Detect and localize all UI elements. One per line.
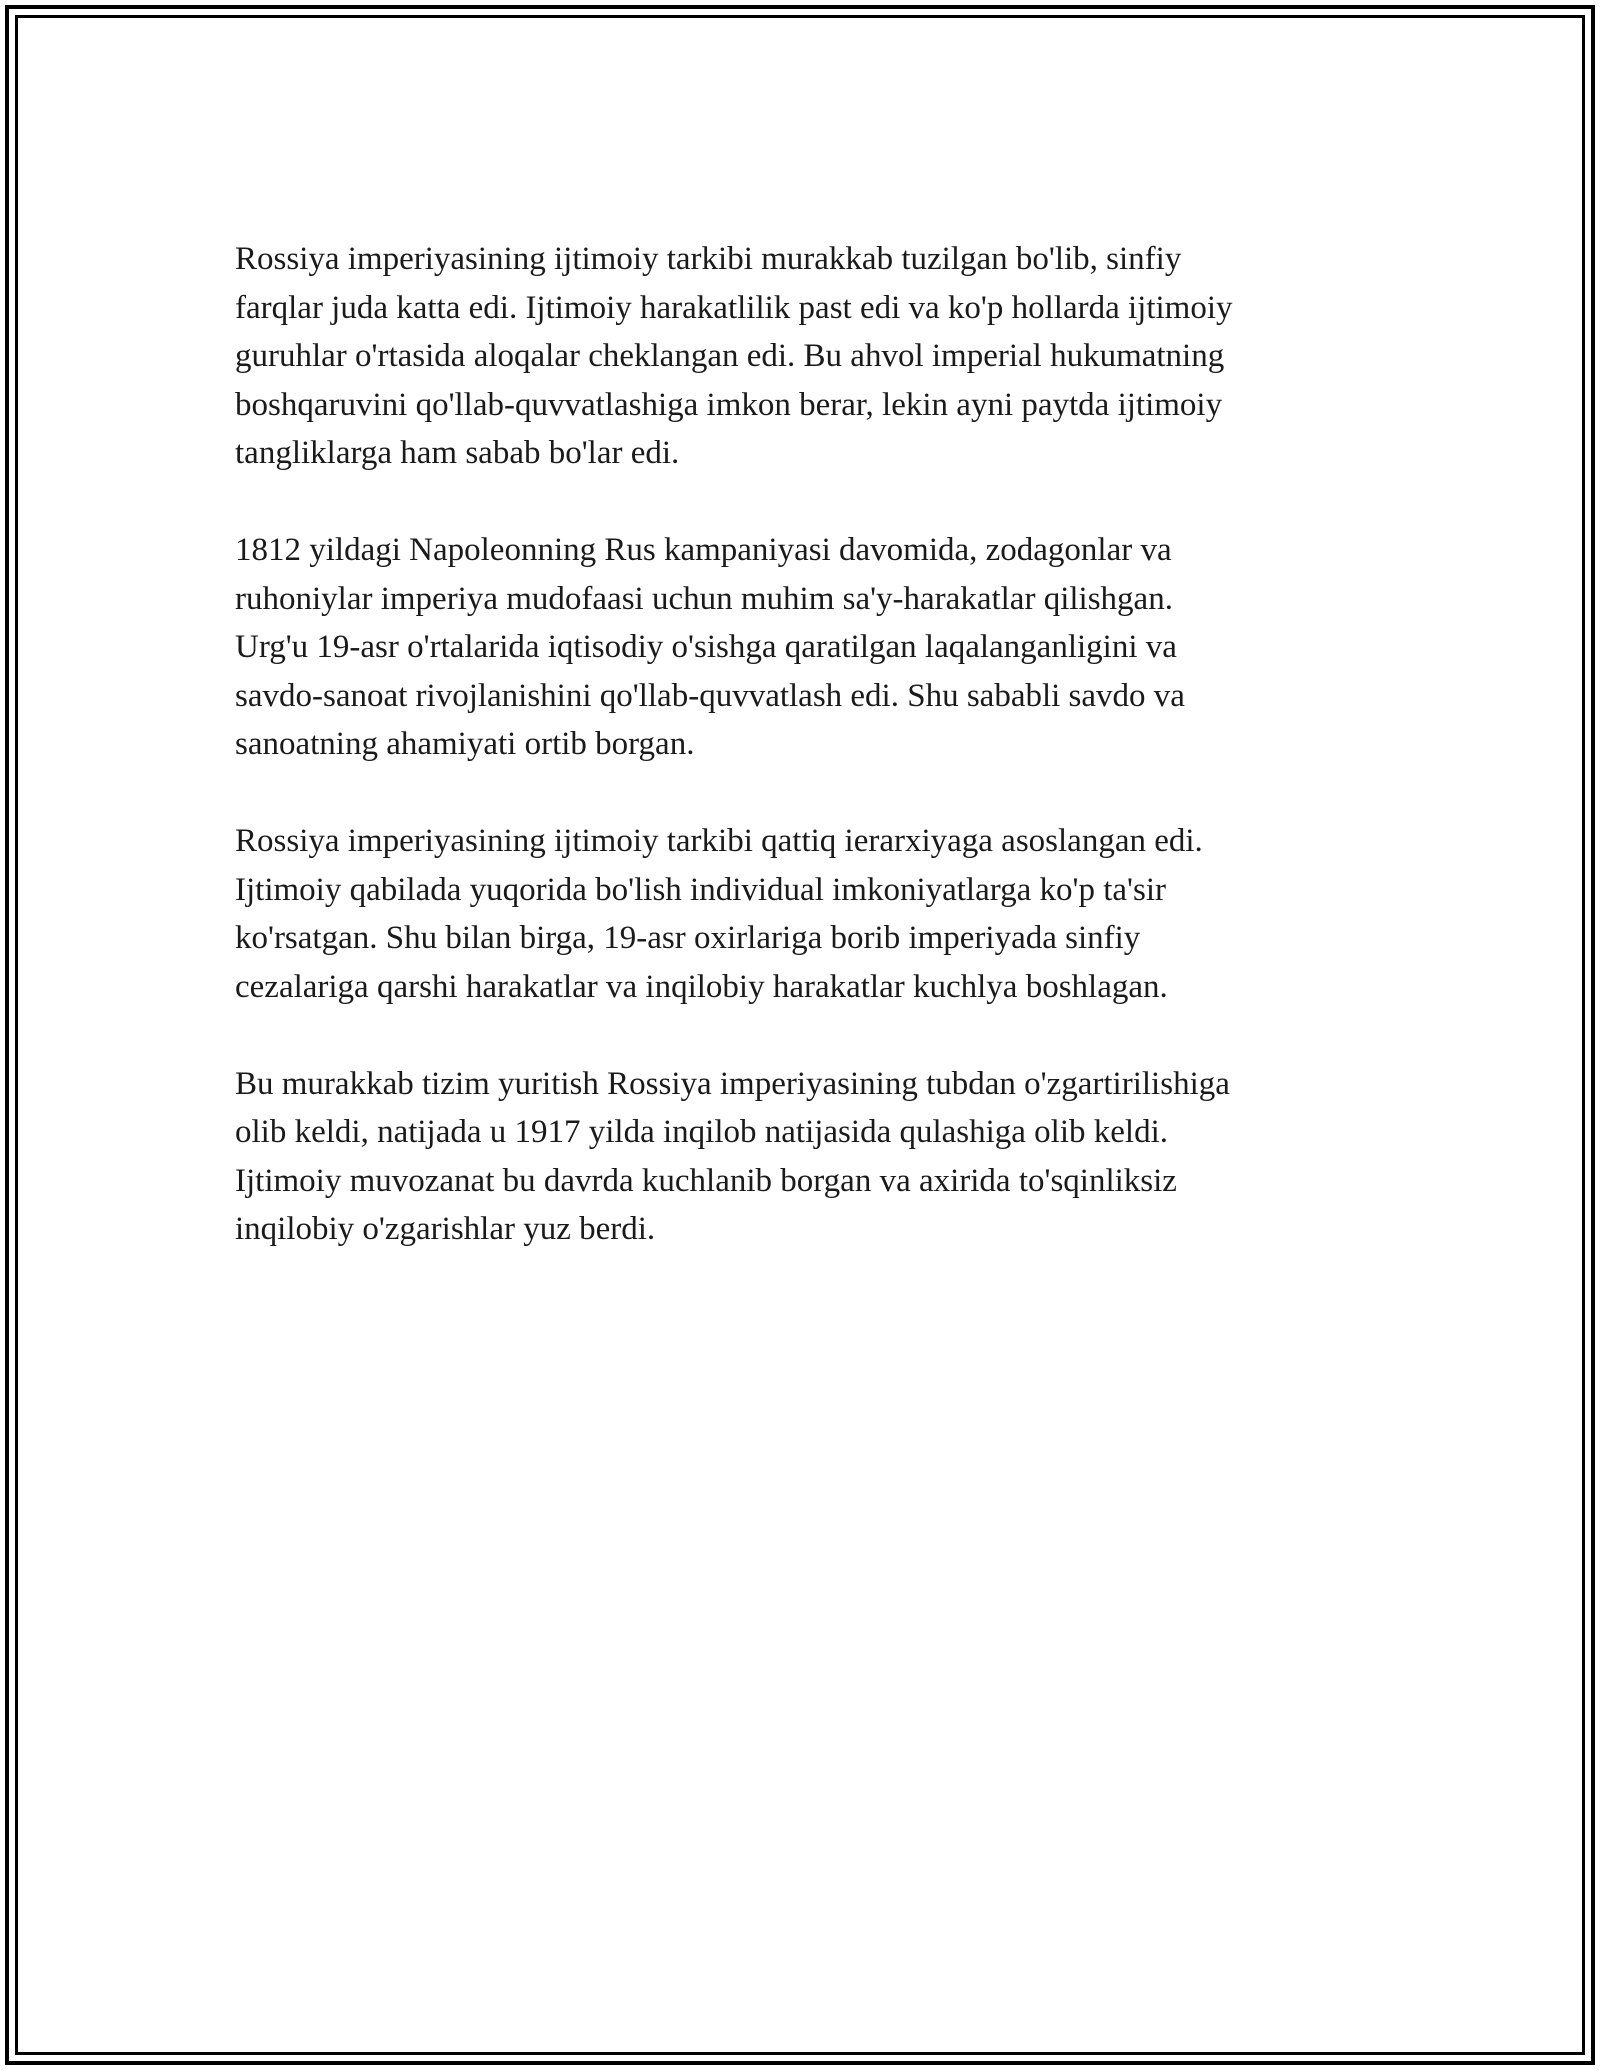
text-line: olib keldi, natijada u 1917 yilda inqilob natijasida qulashiga olib keldi. [235,1114,1169,1150]
paragraph-3 [235,817,1375,1011]
text-line: cezalariga qarshi harakatlar va inqilobiy harakatlar kuchlya boshlagan. [235,968,1168,1005]
text-line: Rossiya imperiyasining ijtimoiy tarkibi qattiq ierarxiyaga asoslangan edi. [235,823,1203,859]
text-line: Bu murakkab tizim yuritish Rossiya imperiyasining tubdan o'zgartirilishiga [235,1065,1230,1102]
paragraph-4 [235,1060,1375,1254]
text-line: inqilobiy o'zgarishlar yuz berdi. [235,1211,656,1247]
text-line: sanoatning ahamiyati ortib borgan. [235,726,695,762]
paragraph-2 [235,526,1375,769]
text-line: farqlar juda katta edi. Ijtimoiy harakatlilik past edi va ko'p hollarda ijtimoiy [235,289,1233,326]
text-line: Ijtimoiy muvozanat bu davrda kuchlanib borgan va axirida to'sqinliksiz [235,1162,1177,1199]
text-line: Urg'u 19-asr o'rtalarida iqtisodiy o'sishga qaratilgan laqalanganligini va [235,629,1177,665]
text-line: savdo-sanoat rivojlanishini qo'llab-quvvatlash edi. Shu sababli savdo va [235,677,1185,714]
text-line: 1812 yildagi Napoleonning Rus kampaniyasi davomida, zodagonlar va [235,532,1172,568]
text-line: guruhlar o'rtasida aloqalar cheklangan edi. Bu ahvol imperial hukumatning [235,338,1225,374]
text-line: Rossiya imperiyasining ijtimoiy tarkibi murakkab tuzilgan bo'lib, sinfiy [235,241,1182,277]
paragraph-1 [235,235,1375,478]
text-line: boshqaruvini qo'llab-quvvatlashiga imkon berar, lekin ayni paytda ijtimoiy [235,386,1223,423]
text-line: ruhoniylar imperiya mudofaasi uchun muhim sa'y-harakatlar qilishgan. [235,580,1173,617]
document-body [235,235,1375,1302]
text-line: ko'rsatgan. Shu bilan birga, 19-asr oxirlariga borib imperiyada sinfiy [235,920,1141,956]
text-line: tangliklarga ham sabab bo'lar edi. [235,435,680,471]
text-line: Ijtimoiy qabilada yuqorida bo'lish individual imkoniyatlarga ko'p ta'sir [235,871,1166,908]
